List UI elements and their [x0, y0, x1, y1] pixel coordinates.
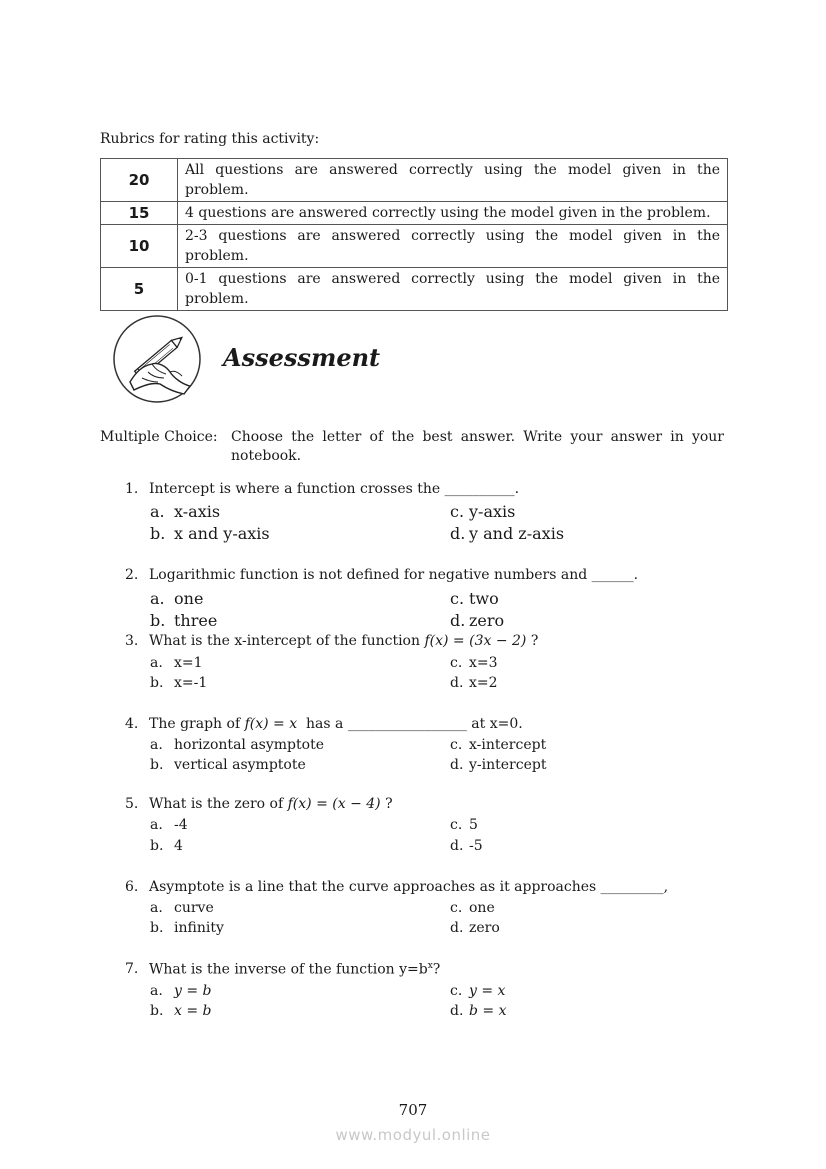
option-d: d. x=2	[450, 675, 498, 691]
option-text: one	[469, 900, 495, 916]
option-text: horizontal asymptote	[174, 737, 324, 753]
option-c: c. one	[450, 900, 495, 916]
option-text: 4	[174, 838, 183, 854]
option-text: y = b	[174, 983, 212, 999]
option-text: x=1	[174, 655, 203, 671]
option-a: a. y = b	[150, 983, 212, 999]
rubric-row	[101, 225, 728, 268]
page-number: 707	[398, 1101, 428, 1119]
option-text: -5	[469, 838, 483, 854]
rubric-row	[101, 202, 728, 225]
option-text: x and y-axis	[174, 524, 270, 543]
option-c: c. y-axis	[450, 502, 516, 521]
math-expression: f(x) = (3x − 2)	[424, 633, 527, 649]
question-text-end: ?	[432, 961, 441, 978]
option-d: d. y and z-axis	[450, 524, 565, 543]
question-text: What is the x-intercept of the function	[149, 633, 425, 649]
option-a: a. x=1	[150, 655, 203, 671]
option-a: a. x-axis	[150, 502, 221, 521]
option-a: a. curve	[150, 900, 214, 916]
option-text: x=2	[469, 675, 498, 691]
math-expression: f(x) = x	[244, 716, 298, 732]
option-text: one	[174, 589, 204, 608]
question-stem	[149, 961, 440, 978]
rubric-score: 5	[101, 268, 178, 311]
question-text-end: ?	[380, 796, 393, 812]
question-text: What is the zero of	[149, 796, 288, 812]
option-text: x=-1	[174, 675, 208, 691]
rubric-intro: Rubrics for rating this activity:	[100, 131, 320, 147]
option-b: b. three	[150, 611, 218, 630]
hand-writing-pencil-icon	[112, 314, 202, 404]
option-a: a. horizontal asymptote	[150, 737, 324, 753]
question-stem	[149, 633, 538, 649]
option-d: d. zero	[450, 611, 505, 630]
question-stem	[149, 879, 668, 895]
option-text: two	[469, 589, 499, 608]
rubric-score: 15	[101, 202, 178, 225]
rubric-description: 0-1 questions are answered correctly using the model given in the problem.	[178, 268, 728, 311]
question-stem	[149, 567, 638, 583]
option-a: a. one	[150, 589, 204, 608]
question-stem	[149, 481, 519, 497]
option-text: three	[174, 611, 218, 630]
question-text: The graph of	[149, 716, 245, 732]
rubric-score: 10	[101, 225, 178, 268]
option-text: -4	[174, 817, 188, 833]
option-text: y-axis	[469, 502, 516, 521]
option-b: b. x = b	[150, 1003, 212, 1019]
rubric-description: 2-3 questions are answered correctly using the model given in the problem.	[178, 225, 728, 268]
question-number: 4.	[125, 716, 139, 732]
option-text: zero	[469, 611, 505, 630]
question-text-end: ?	[526, 633, 539, 649]
question-stem	[149, 716, 523, 732]
math-expression: f(x) = (x − 4)	[287, 796, 381, 812]
option-c: c. x-intercept	[450, 737, 547, 753]
option-b: b. 4	[150, 838, 183, 854]
question-text: Intercept is where a function crosses the __________.	[149, 481, 520, 497]
option-c: c. 5	[450, 817, 478, 833]
instructions-label: Multiple Choice:	[100, 429, 218, 445]
rubric-row	[101, 159, 728, 202]
option-text: y and z-axis	[469, 524, 565, 543]
exponent: x	[427, 961, 433, 971]
option-text: infinity	[174, 920, 224, 936]
option-text: x = b	[174, 1003, 212, 1019]
option-text: zero	[469, 920, 500, 936]
rubric-row	[101, 268, 728, 311]
rubric-description: All questions are answered correctly using the model given in the problem.	[178, 159, 728, 202]
option-text: b = x	[469, 1003, 507, 1019]
instructions-text: Choose the letter of the best answer. Write your answer in your notebook.	[231, 429, 724, 464]
option-text: y-intercept	[469, 757, 547, 773]
option-text: x=3	[469, 655, 498, 671]
rubric-description: 4 questions are answered correctly using the model given in the problem.	[178, 202, 728, 225]
rubric-table	[100, 158, 728, 311]
option-text: 5	[469, 817, 478, 833]
option-text: vertical asymptote	[174, 757, 306, 773]
question-text-end: has a _________________ at x=0.	[297, 716, 523, 732]
option-text: y = x	[469, 983, 506, 999]
option-b: b. vertical asymptote	[150, 757, 306, 773]
option-d: d. b = x	[450, 1003, 507, 1019]
question-text: Logarithmic function is not defined for negative numbers and ______.	[149, 567, 639, 583]
option-d: d. y-intercept	[450, 757, 547, 773]
question-number: 3.	[125, 633, 139, 649]
question-number: 5.	[125, 796, 139, 812]
rubric-score: 20	[101, 159, 178, 202]
question-text: Asymptote is a line that the curve approaches as it approaches _________,	[149, 879, 669, 895]
option-c: c. x=3	[450, 655, 498, 671]
option-b: b. infinity	[150, 920, 224, 936]
option-d: d. zero	[450, 920, 500, 936]
option-text: x-axis	[174, 502, 221, 521]
option-a: a. -4	[150, 817, 188, 833]
section-title: Assessment	[223, 343, 381, 372]
option-b: b. x and y-axis	[150, 524, 270, 543]
watermark: www.modyul.online	[335, 1126, 491, 1144]
option-c: c. two	[450, 589, 499, 608]
option-b: b. x=-1	[150, 675, 208, 691]
question-text: What is the inverse of the function y=b	[149, 961, 428, 978]
option-text: x-intercept	[469, 737, 547, 753]
option-text: curve	[174, 900, 214, 916]
question-number: 7.	[125, 961, 139, 977]
question-number: 6.	[125, 879, 139, 895]
question-stem	[149, 796, 393, 812]
option-c: c. y = x	[450, 983, 506, 999]
question-number: 2.	[125, 567, 139, 583]
question-number: 1.	[125, 481, 139, 497]
option-d: d. -5	[450, 838, 483, 854]
